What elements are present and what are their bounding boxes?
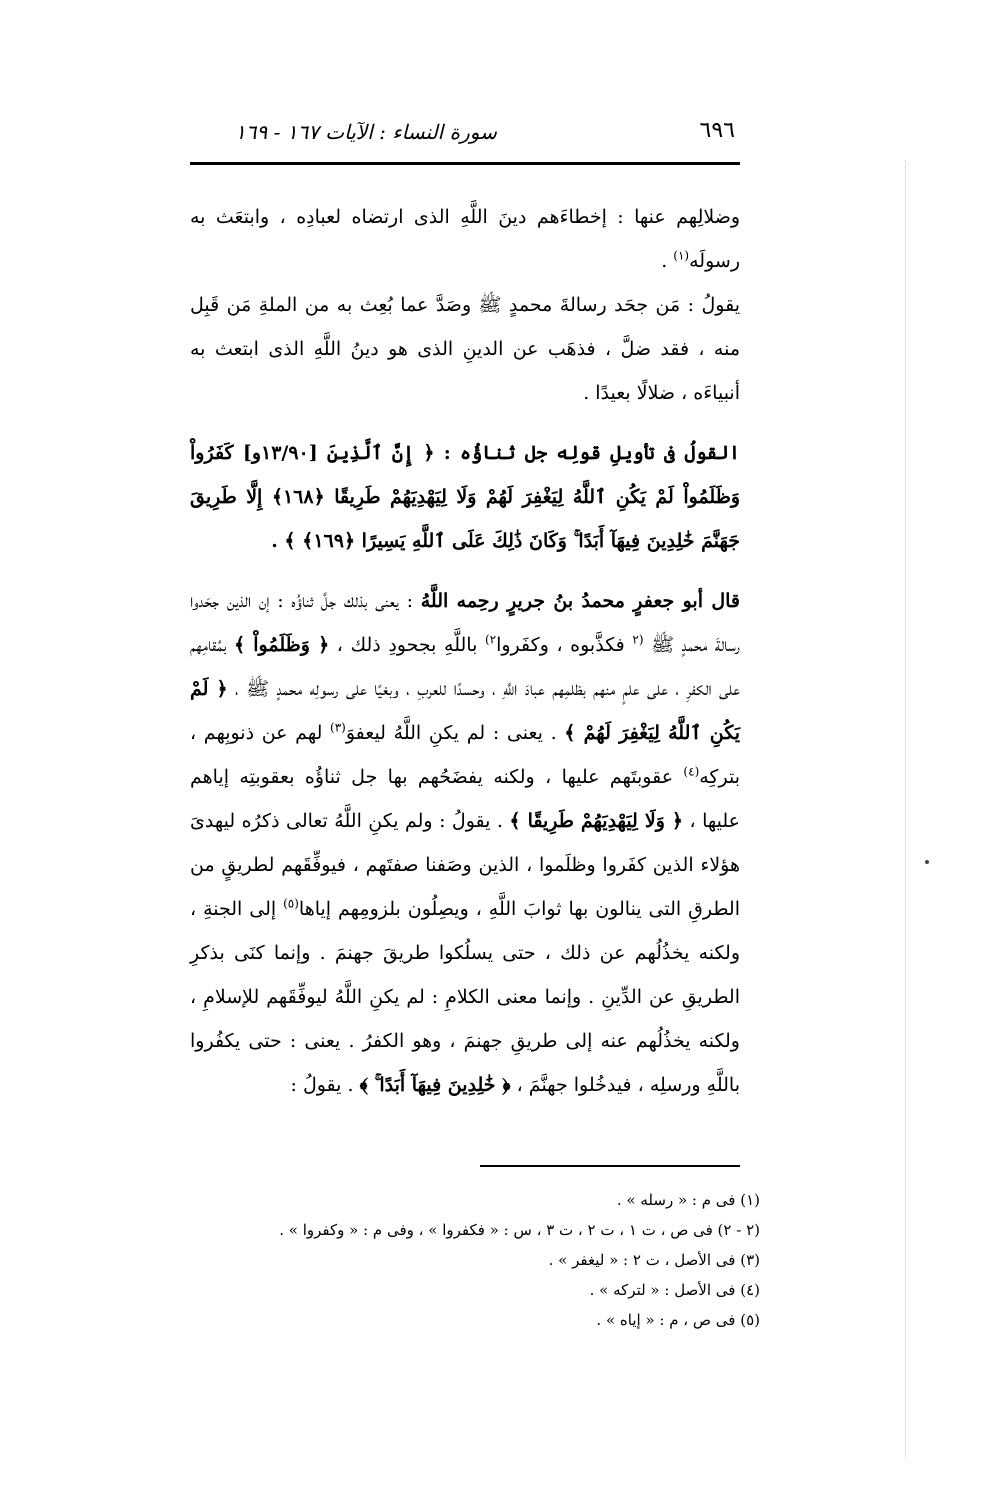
scan-margin-line xyxy=(905,160,906,1460)
p4-s2: فكذَّبوه ، وكفَروا xyxy=(496,634,633,656)
p4-s3: باللَّهِ بجحودِ ذلك ، xyxy=(329,634,485,656)
p4-s6: لهم عن ذنوبِهم ، بتركِه xyxy=(190,722,740,788)
page-number: ٦٩٦ xyxy=(699,118,735,143)
footnote-1: (١) فى م : « رسله » . xyxy=(616,1191,760,1209)
p4-s1: : يعنى بذلك جلَّ ثناؤُه : إن الذين جحَدوا رسالةَ محمدٍ ﷺ xyxy=(190,590,740,656)
quran-quote-3: ﴿ وَلَا لِيَهْدِيَهُمْ طَرِيقًا ﴾ xyxy=(509,810,684,832)
spacer xyxy=(190,563,740,579)
footnote-2: (٢ - ٢) فى ص ، ت ١ ، ت ٢ ، ت ٣ ، س : « فكفروا » ، وفى م : « وكفروا » . xyxy=(279,1221,760,1239)
page-header xyxy=(205,112,735,152)
p4-s5: . يعنى : لم يكنِ اللَّهُ ليعفوَ xyxy=(345,722,565,744)
author-lead: قال أبو جعفرٍ محمدُ بنُ جريرٍ رحِمه اللَّهُ xyxy=(420,590,741,612)
p4-s7: عقوبتَهم عليها ، ولكنه يفضَحُهم بها جل ثناؤُه بعقوبتِه إياهم عليها ، xyxy=(190,766,740,832)
paragraph-1-text: وضلالِهم عنها : إخطاءَهم دينَ اللَّهِ الذى ارتضاه لعبادِه ، وابتعَث به رسولَه xyxy=(190,206,740,272)
p4-s8: . يقولُ : ولم يكنِ اللَّهُ تعالى ذكرُه ليهدىَ هؤلاء الذين كفَروا وظلَموا ، الذين وصَفنا صفتَهم ، فيوفِّقَهم لطريقٍ من الطرقِ التى ينالون بها ثوابَ اللَّهِ ، ويصِلُون بلزومِهم إياها xyxy=(190,810,740,920)
quran-quote-4: ﴿ خَٰلِدِينَ فِيهَآ أَبَدًا ۚ ﴾ xyxy=(359,1074,511,1096)
footnote-ref-4: (٤) xyxy=(683,764,700,779)
footnote-ref-2a: (٢ xyxy=(632,632,644,647)
footnote-ref-1: (١) xyxy=(673,248,690,263)
footnote-4: (٤) فى الأصل : « لتركه » . xyxy=(589,1281,760,1299)
tafsir-heading: القولُ فى تأويلِ قولِه جل ثناؤُه : xyxy=(434,442,740,464)
paragraph-3 xyxy=(190,431,740,563)
footnote-rule xyxy=(480,1165,740,1167)
main-text xyxy=(190,195,740,1107)
quran-quote-1: ﴿ وَظَلَمُواْ ﴾ xyxy=(233,634,330,656)
footnote-5: (٥) فى ص ، م : « إياه » . xyxy=(596,1311,760,1329)
scan-margin-mark xyxy=(925,860,929,864)
footnote-ref-3: (٣) xyxy=(330,720,346,735)
footnote-ref-5: (٥) xyxy=(283,896,299,911)
p4-s10: . يقولُ : xyxy=(290,1074,360,1096)
footnotes xyxy=(190,1185,760,1335)
paragraph-2: يقولُ : مَن جحَد رسالةَ محمدٍ ﷺ وصَدَّ عما بُعِث به من الملةِ مَن قَبِل منه ، فقد ضلَّ ، فذهَب عن الدينِ الذى هو دينُ اللَّهِ الذى ابتعث به أنبياءَه ، ضلالًا بعيدًا . xyxy=(190,294,740,404)
p4-s9: إلى الجنةِ ، ولكنه يخذُلُهم عن ذلك ، حتى يسلُكوا طريقَ جهنمَ . وإنما كنَى بذكرِ الطريقِ عن الدِّينِ . وإنما معنى الكلامِ : لم يكنِ اللَّهُ ليوفِّقَهم للإسلامِ ، ولكنه يخذُلُهم عنه إلى طريقِ جهنمَ ، وهو الكفرُ . يعنى : حتى يكفُروا باللَّهِ ورسلِه ، فيدخُلوا جهنَّمَ ، xyxy=(190,898,740,1096)
paragraph-4 xyxy=(190,579,740,1107)
quran-quote-2: ﴿ لَمْ يَكُنِ ٱللَّهُ لِيَغْفِرَ لَهُمْ ﴾ xyxy=(190,678,740,744)
running-title: سورة النساء : الآيات ١٦٧ - ١٦٩ xyxy=(235,120,497,144)
footnote-3: (٣) فى الأصل ، ت ٢ : « ليغفر » . xyxy=(548,1251,760,1269)
spacer xyxy=(190,415,740,431)
header-rule xyxy=(190,162,740,165)
p4-s4: بمُقامِهم على الكفرِ ، على علمٍ منهم بظلمِهم عبادَ اللَّهِ ، وحسدًا للعربِ ، وبغيًا على رسولِه محمدٍ ﷺ ، xyxy=(190,634,740,700)
quran-verse: ﴿ إِنَّ ٱلَّذِينَ [١٣/٩٠و] كَفَرُواْ وَظَلَمُواْ لَمْ يَكُنِ ٱللَّهُ لِيَغْفِرَ لَهُمْ وَلَا لِيَهْدِيَهُمْ طَرِيقًا ﴿١٦٨﴾ إِلَّا طَرِيقَ جَهَنَّمَ خَٰلِدِينَ فِيهَآ أَبَدًا ۚ وَكَانَ ذَٰلِكَ عَلَى ٱللَّهِ يَسِيرًا ﴿١٦٩﴾ ﴾ . xyxy=(190,442,740,552)
paragraph-1 xyxy=(190,195,740,283)
footnote-ref-2b: ٢) xyxy=(484,632,497,647)
paragraph-1-end: . xyxy=(661,250,674,272)
